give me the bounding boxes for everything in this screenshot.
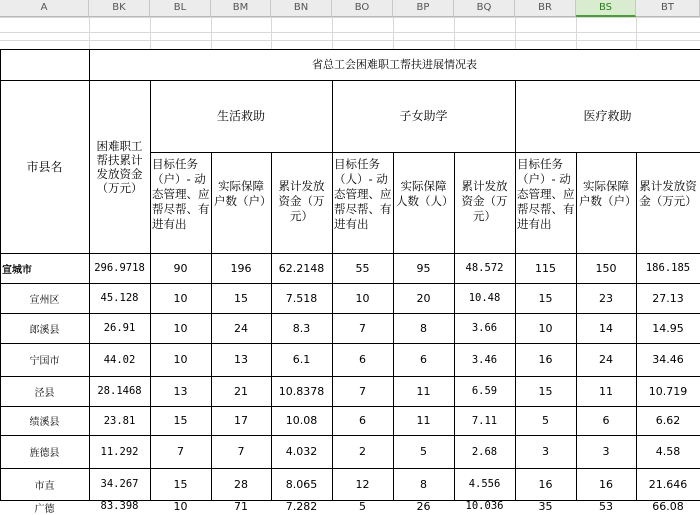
data-cell[interactable]: 186.185 bbox=[645, 262, 691, 274]
row-name-cell[interactable]: 广德 bbox=[34, 504, 55, 515]
data-cell[interactable]: 2 bbox=[359, 445, 366, 458]
data-cell[interactable]: 71 bbox=[234, 500, 248, 513]
data-cell[interactable]: 150 bbox=[595, 261, 617, 275]
gridline bbox=[211, 17, 212, 49]
data-cell[interactable]: 6 bbox=[420, 353, 427, 366]
gridline bbox=[271, 17, 272, 49]
data-cell[interactable]: 15 bbox=[173, 477, 188, 491]
data-cell[interactable]: 28.1468 bbox=[97, 385, 142, 397]
gridline bbox=[150, 17, 151, 49]
sub-header-2[interactable]: 累计发放资金（万元） bbox=[278, 179, 325, 223]
data-cell[interactable]: 16 bbox=[599, 477, 613, 491]
data-cell[interactable]: 26.91 bbox=[103, 322, 136, 334]
data-cell[interactable]: 10.036 bbox=[465, 500, 504, 512]
group-header-education[interactable]: 子女助学 bbox=[399, 109, 448, 123]
column-header-bq[interactable]: BQ bbox=[454, 0, 515, 17]
data-cell[interactable]: 10.719 bbox=[648, 384, 688, 398]
data-cell[interactable]: 10 bbox=[538, 321, 553, 335]
data-cell[interactable]: 11 bbox=[416, 384, 431, 398]
group-header-living[interactable]: 生活救助 bbox=[216, 109, 265, 123]
column-header-br[interactable]: BR bbox=[515, 0, 576, 17]
gridline bbox=[576, 17, 577, 49]
sub-header-0[interactable]: 目标任务（户）- 动态管理、应帮尽帮、有进有出 bbox=[152, 157, 210, 231]
data-cell[interactable]: 13 bbox=[234, 353, 248, 366]
data-cell[interactable]: 8.3 bbox=[292, 321, 311, 335]
data-cell[interactable]: 53 bbox=[599, 500, 613, 513]
data-cell[interactable]: 6 bbox=[359, 414, 366, 427]
data-cell[interactable]: 5 bbox=[359, 500, 366, 513]
group-header-medical[interactable]: 医疗救助 bbox=[583, 109, 632, 123]
gridline bbox=[0, 17, 700, 18]
data-cell[interactable]: 10 bbox=[173, 500, 188, 513]
data-cell[interactable]: 28 bbox=[234, 477, 248, 491]
data-cell[interactable]: 14 bbox=[599, 321, 613, 335]
data-cell[interactable]: 55 bbox=[355, 261, 370, 275]
data-cell[interactable]: 35 bbox=[538, 500, 553, 513]
column-header-bp[interactable]: BP bbox=[393, 0, 454, 17]
data-cell[interactable]: 6.59 bbox=[471, 385, 498, 397]
data-cell[interactable]: 5 bbox=[420, 445, 427, 458]
data-cell[interactable]: 83.398 bbox=[100, 500, 139, 512]
column-header-bl[interactable]: BL bbox=[150, 0, 211, 17]
spreadsheet-grid bbox=[0, 17, 700, 515]
data-cell[interactable]: 16 bbox=[538, 477, 553, 491]
gridline bbox=[515, 17, 516, 49]
data-cell[interactable]: 24 bbox=[599, 353, 613, 366]
data-cell[interactable]: 34.46 bbox=[652, 353, 684, 366]
data-cell[interactable]: 296.9718 bbox=[94, 262, 145, 274]
data-cell[interactable]: 115 bbox=[535, 261, 556, 275]
data-cell[interactable]: 10 bbox=[173, 353, 188, 366]
data-cell[interactable]: 21.646 bbox=[648, 477, 688, 491]
data-cell[interactable]: 8.065 bbox=[285, 477, 318, 491]
data-cell[interactable]: 11 bbox=[416, 414, 431, 427]
data-cell[interactable]: 7 bbox=[359, 384, 366, 398]
data-cell[interactable]: 6.62 bbox=[655, 414, 681, 427]
gridline bbox=[454, 17, 455, 49]
data-cell[interactable]: 14.95 bbox=[652, 321, 684, 335]
data-cell[interactable]: 16 bbox=[538, 353, 553, 366]
data-cell[interactable]: 21 bbox=[234, 384, 248, 398]
sub-header-5[interactable]: 累计发放资金（万元） bbox=[461, 179, 508, 223]
data-cell[interactable]: 6 bbox=[359, 353, 366, 366]
data-cell[interactable]: 62.2148 bbox=[278, 261, 325, 275]
data-cell[interactable]: 10.48 bbox=[468, 292, 501, 304]
data-cell[interactable]: 3.46 bbox=[471, 353, 498, 366]
row-name-cell[interactable]: 宁国市 bbox=[29, 356, 60, 367]
data-cell[interactable]: 3 bbox=[542, 445, 549, 458]
data-cell[interactable]: 15 bbox=[538, 384, 553, 398]
sub-header-1[interactable]: 实际保障户数（户） bbox=[214, 179, 271, 208]
data-cell[interactable]: 7.518 bbox=[285, 291, 318, 305]
data-cell[interactable]: 24 bbox=[234, 321, 248, 335]
data-cell[interactable]: 44.02 bbox=[103, 353, 136, 366]
data-cell[interactable]: 26 bbox=[416, 500, 431, 513]
gridline bbox=[0, 32, 700, 33]
data-cell[interactable]: 8 bbox=[420, 321, 427, 335]
column-header-bt[interactable]: BT bbox=[636, 0, 700, 17]
data-cell[interactable]: 10.8378 bbox=[278, 384, 325, 398]
gridline bbox=[0, 40, 700, 41]
data-cell[interactable]: 45.128 bbox=[100, 292, 139, 304]
row-name-cell[interactable]: 宣州区 bbox=[29, 294, 60, 306]
sub-header-8[interactable]: 累计发放资金（万元） bbox=[639, 179, 697, 208]
data-cell[interactable]: 20 bbox=[416, 291, 431, 305]
data-cell[interactable]: 17 bbox=[234, 414, 248, 427]
sub-header-4[interactable]: 实际保障人数（人） bbox=[396, 179, 454, 208]
total-funds-header[interactable]: 困难职工帮扶累计发放资金（万元） bbox=[96, 138, 143, 195]
row-name-cell[interactable]: 旌德县 bbox=[29, 448, 60, 459]
row-name-cell[interactable]: 泾县 bbox=[34, 387, 55, 399]
row-name-cell[interactable]: 市直 bbox=[34, 480, 55, 492]
gridline bbox=[393, 17, 394, 49]
data-cell[interactable]: 8 bbox=[420, 477, 427, 491]
data-cell[interactable]: 2.68 bbox=[471, 445, 498, 458]
data-cell[interactable]: 10.08 bbox=[285, 414, 318, 427]
column-header-bo[interactable]: BO bbox=[332, 0, 393, 17]
data-cell[interactable]: 12 bbox=[355, 477, 370, 491]
data-cell[interactable]: 13 bbox=[173, 384, 188, 398]
data-cell[interactable]: 4.556 bbox=[468, 478, 501, 490]
data-cell[interactable]: 66.08 bbox=[652, 500, 684, 513]
row-name-cell[interactable]: 宣城市 bbox=[2, 264, 32, 276]
data-cell[interactable]: 3 bbox=[602, 445, 610, 458]
data-cell[interactable]: 7 bbox=[359, 321, 366, 335]
gridline bbox=[332, 17, 333, 49]
gridline bbox=[89, 17, 90, 49]
city-header[interactable]: 市县名 bbox=[26, 159, 63, 174]
data-cell[interactable]: 10 bbox=[173, 321, 188, 335]
data-cell[interactable]: 23.81 bbox=[103, 414, 136, 427]
data-cell[interactable]: 27.13 bbox=[652, 291, 684, 305]
column-header-bs[interactable]: BS bbox=[576, 0, 636, 17]
data-cell[interactable]: 4.58 bbox=[655, 445, 681, 458]
data-cell[interactable]: 7 bbox=[237, 445, 245, 458]
data-cell[interactable]: 90 bbox=[173, 261, 188, 275]
data-cell[interactable]: 7.282 bbox=[285, 500, 318, 513]
data-cell[interactable]: 7.11 bbox=[471, 414, 498, 427]
data-cell[interactable]: 3.66 bbox=[471, 322, 498, 334]
data-cell[interactable]: 95 bbox=[416, 261, 431, 275]
data-cell[interactable]: 5 bbox=[542, 414, 549, 427]
sheet-title[interactable]: 省总工会困难职工帮扶进展情况表 bbox=[312, 57, 477, 71]
data-cell[interactable]: 4.032 bbox=[285, 445, 318, 458]
row-name-cell[interactable]: 郎溪县 bbox=[29, 324, 60, 336]
data-cell[interactable]: 11.292 bbox=[100, 445, 139, 458]
data-cell[interactable]: 6.1 bbox=[292, 353, 311, 366]
data-cell[interactable]: 11 bbox=[599, 384, 613, 398]
data-cell[interactable]: 48.572 bbox=[465, 262, 504, 274]
row-name-cell[interactable]: 绩溪县 bbox=[29, 417, 60, 428]
data-cell[interactable]: 10 bbox=[355, 291, 370, 305]
data-cell[interactable]: 15 bbox=[173, 414, 188, 427]
data-cell[interactable]: 6 bbox=[602, 414, 610, 427]
data-cell[interactable]: 15 bbox=[234, 291, 248, 305]
column-header-bk[interactable]: BK bbox=[89, 0, 150, 17]
data-cell[interactable]: 10 bbox=[173, 291, 188, 305]
gridline bbox=[636, 17, 637, 49]
sub-header-7[interactable]: 实际保障户数（户） bbox=[579, 179, 636, 208]
column-header-bm[interactable]: BM bbox=[211, 0, 271, 17]
sub-header-3[interactable]: 目标任务（人）- 动态管理、应帮尽帮、有进有出 bbox=[334, 157, 392, 231]
data-cell[interactable]: 196 bbox=[230, 261, 252, 275]
column-header-bn[interactable]: BN bbox=[271, 0, 332, 17]
data-cell[interactable]: 7 bbox=[177, 445, 184, 458]
data-cell[interactable]: 23 bbox=[599, 291, 613, 305]
data-cell[interactable]: 34.267 bbox=[100, 478, 139, 490]
column-header-a[interactable]: A bbox=[0, 0, 89, 17]
data-cell[interactable]: 15 bbox=[538, 291, 553, 305]
sub-header-6[interactable]: 目标任务（户）- 动态管理、应帮尽帮、有进有出 bbox=[517, 157, 575, 231]
